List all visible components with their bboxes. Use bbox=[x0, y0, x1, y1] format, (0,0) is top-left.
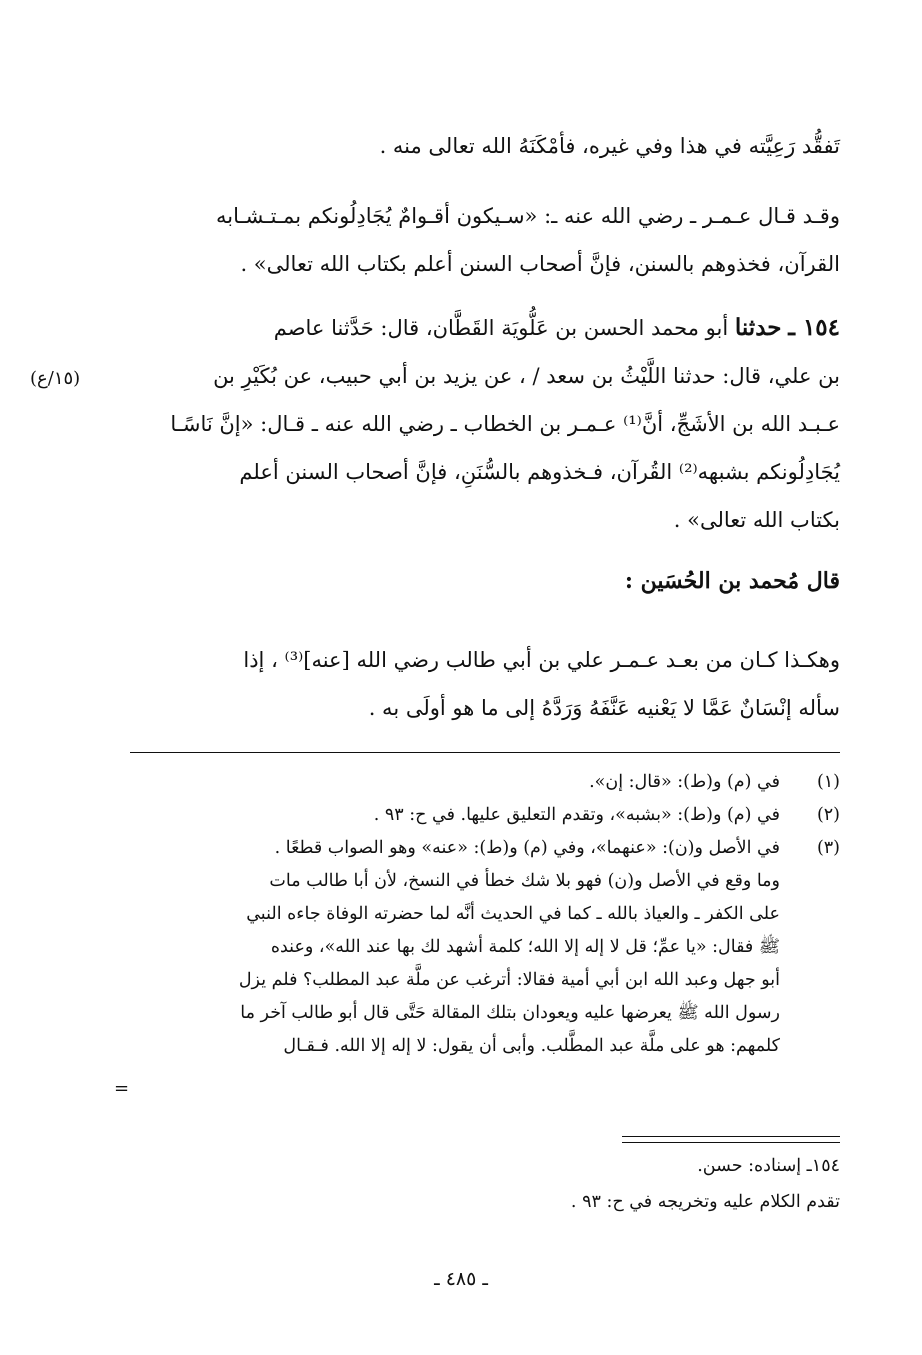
footnotes bbox=[130, 766, 840, 1063]
ali-paragraph bbox=[140, 636, 840, 732]
footnote-text bbox=[130, 766, 780, 799]
takhrij-line: تقدم الكلام عليه وتخريجه في ح: ٩٣ . bbox=[570, 1192, 840, 1212]
intro-paragraph: تَفقُّد رَعِيَّته في هذا وفي غيره، فأمْكَنَهُ الله تعالى منه . bbox=[379, 134, 840, 158]
hadith-keyword: حدثنا bbox=[734, 314, 782, 341]
hadith-line: بن علي، قال: حدثنا اللَّيْثُ بن سعد / ، عن يزيد بن أبي حبيب، عن بُكَيْرِ بن bbox=[213, 364, 840, 388]
footnote-number: (٣) bbox=[816, 838, 840, 858]
hadith-paragraph bbox=[140, 304, 840, 544]
ali-line: وهكـذا كـان من بعـد عـمـر علي بن أبي طالب رضي الله [عنه]⁽³⁾ ، إذا bbox=[243, 648, 840, 672]
footnote-line: رسول الله ﷺ يعرضها عليه ويعودان بتلك المقالة حَتَّى قال أبو طالب آخر ما bbox=[240, 1003, 780, 1023]
footnote-line: كلمهم: هو على ملَّة عبد المطَّلب. وأبى أن يقول: لا إله إلا الله. فـقـال bbox=[283, 1036, 780, 1056]
footnote bbox=[130, 832, 840, 1063]
footnote-line: ﷺ فقال: «يا عمِّ؛ قل لا إله إلا الله؛ كلمة أشهد لك بها عند الله»، وعنده bbox=[270, 937, 780, 957]
hadith-line: يُجَادِلُونكم بشبهه⁽²⁾ القُرآن، فـخذوهم بالسُّنَنِ، فإنَّ أصحاب السنن أعلم bbox=[239, 460, 840, 484]
manuscript-margin-reference: (١٥/ع) bbox=[30, 368, 81, 389]
footnote-line: في (م) و(ط): «بشبه»، وتقدم التعليق عليها. في ح: ٩٣ . bbox=[373, 805, 780, 825]
footnote-number: (١) bbox=[816, 772, 840, 792]
hadith-line: بكتاب الله تعالى» . bbox=[673, 508, 840, 532]
continuation-mark: = bbox=[114, 1078, 130, 1099]
footnote-number: (٢) bbox=[816, 805, 840, 825]
footnote-text bbox=[130, 832, 780, 1063]
page-number: ـ ٤٨٥ ـ bbox=[434, 1268, 488, 1290]
footnote bbox=[130, 766, 840, 799]
footnote-text bbox=[130, 799, 780, 832]
footnote-line: في (م) و(ط): «قال: إن». bbox=[589, 772, 780, 792]
takhrij-divider bbox=[622, 1136, 840, 1143]
umar-quote-line: القرآن، فخذوهم بالسنن، فإنَّ أصحاب السنن أعلم بكتاب الله تعالى» . bbox=[240, 252, 840, 276]
hadith-line bbox=[140, 304, 840, 352]
takhrij-line: ١٥٤ـ إسناده: حسن. bbox=[697, 1156, 840, 1176]
footnote-divider bbox=[130, 752, 840, 753]
footnote-line: أبو جهل وعبد الله ابن أبي أمية فقالا: أترغب عن ملَّة عبد المطلب؟ فلم يزل bbox=[238, 970, 780, 990]
footnote-line: وما وقع في الأصل و(ن) فهو بلا شك خطأ في النسخ، لأن أبا طالب مات bbox=[269, 871, 780, 891]
footnote bbox=[130, 799, 840, 832]
hadith-line: عـبـد الله بن الأشَجِّ، أنَّ⁽¹⁾ عـمـر بن الخطاب ـ رضي الله عنه ـ قـال: «إنَّ نَاسًـا bbox=[170, 412, 840, 436]
hadith-number: ١٥٤ ـ bbox=[788, 314, 840, 341]
hadith-line-text: أبو محمد الحسن بن عَلُّويَة القَطَّان، قال: حَدَّثنا عاصم bbox=[273, 316, 729, 340]
ali-line: سأله إنْسَانٌ عَمَّا لا يَعْنيه عَنَّفَهُ وَرَدَّهُ إلى ما هو أولَى به . bbox=[368, 696, 840, 720]
umar-quote-line: وقـد قـال عـمـر ـ رضي الله عنه ـ: «سـيكون أقـوامٌ يُجَادِلُونكم بمـتـشـابه bbox=[216, 204, 840, 228]
umar-quote-paragraph bbox=[140, 192, 840, 288]
takhrij-notes bbox=[340, 1148, 840, 1220]
footnote-line: على الكفر ـ والعياذ بالله ـ كما في الحديث أنَّه لما حضرته الوفاة جاءه النبي bbox=[246, 904, 780, 924]
footnote-line: في الأصل و(ن): «عنهما»، وفي (م) و(ط): «عنه» وهو الصواب قطعًا . bbox=[274, 838, 780, 858]
section-heading: قال مُحمد بن الحُسَين : bbox=[624, 568, 840, 594]
